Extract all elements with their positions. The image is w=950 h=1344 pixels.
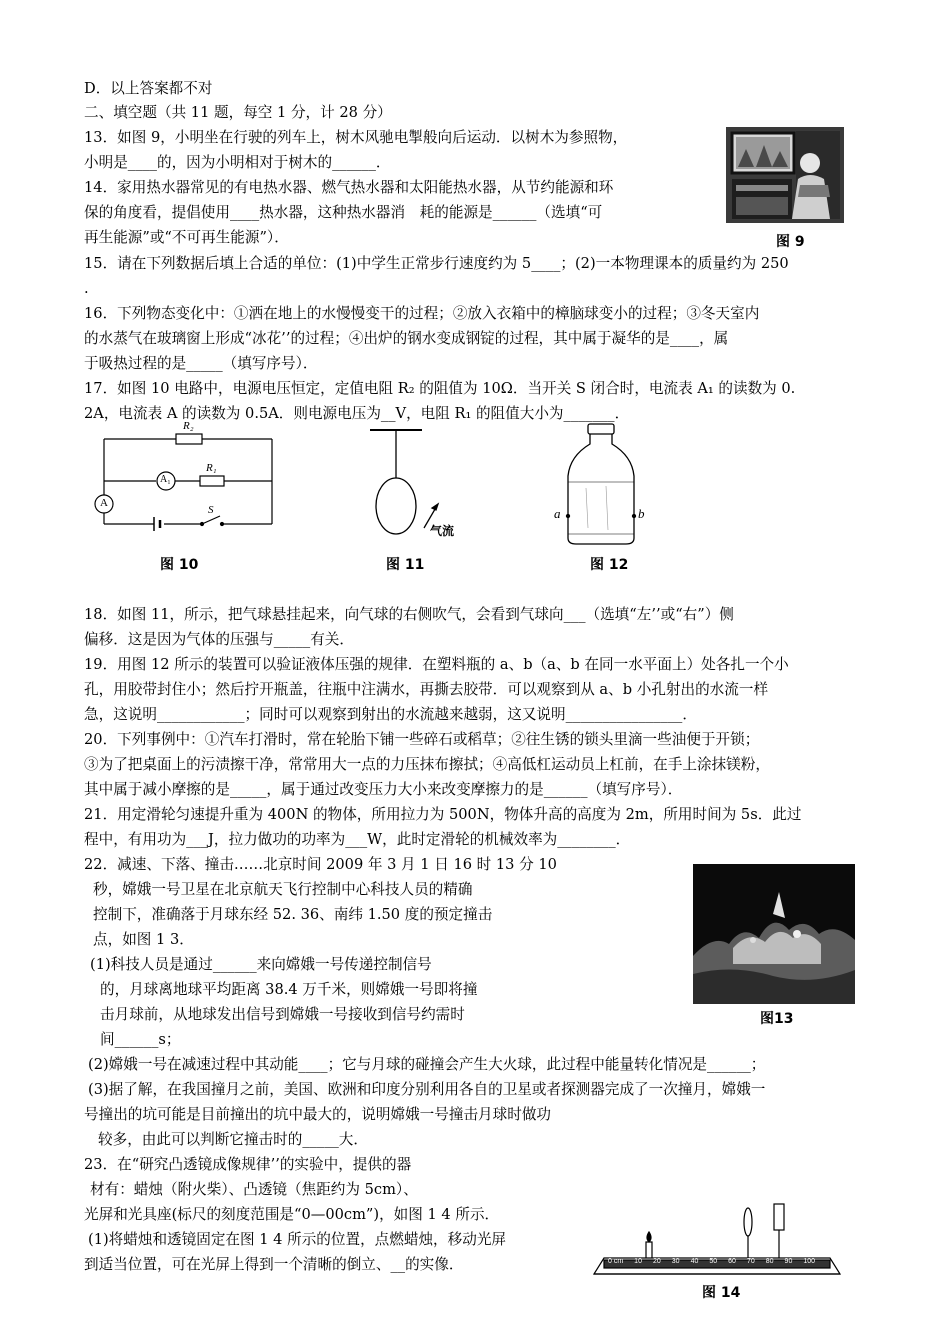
q22-part1-line-1: (1)科技人员是通过______来向嫦娥一号传递控制信号	[90, 956, 432, 973]
q22-part1-line-3: 击月球前，从地球发出信号到嫦娥一号接收到信号约需时	[100, 1006, 465, 1023]
figure-10-caption: 图 10	[160, 557, 199, 573]
tick-40: 40	[690, 1258, 699, 1265]
q15-line-1: 15．请在下列数据后填上合适的单位：(1)中学生正常步行速度约为 5____；(2)一本物理课本的质量约为 250	[84, 255, 789, 272]
ammeter-a-icon: A	[100, 497, 108, 509]
q13-line-1: 13．如图 9，小明坐在行驶的列车上，树木风驰电掣般向后运动．以树木为参照物，	[84, 129, 628, 146]
label-hole-b: b	[638, 506, 645, 521]
figure-9-caption: 图 9	[776, 234, 805, 250]
q22-line-3: 控制下，准确落于月球东经 52. 36、南纬 1.50 度的预定撞击	[93, 906, 493, 923]
tick-10: 10	[634, 1258, 642, 1265]
figure-11-balloon	[364, 424, 474, 544]
q19-line-1: 19．用图 12 所示的装置可以验证液体压强的规律．在塑料瓶的 a、b（a、b 在同一水平面上）处各扎一个小	[84, 656, 789, 673]
figure-12-bottle	[546, 422, 656, 548]
q23-part1-line-2: 到适当位置，可在光屏上得到一个清晰的倒立、__的实像．	[84, 1256, 464, 1273]
figure-10-circuit	[92, 420, 282, 534]
q22-part1-line-4: 间______s；	[100, 1031, 181, 1048]
q17-line-1: 17．如图 10 电路中，电源电压恒定，定值电阻 R₂ 的阻值为 10Ω．当开关 S 闭合时，电流表 A₁ 的读数为 0.	[84, 380, 796, 397]
tick-80: 80	[765, 1258, 774, 1265]
label-r1: R₁	[206, 462, 217, 474]
q14-line-1: 14．家用热水器常见的有电热水器、燃气热水器和太阳能热水器，从节约能源和环	[84, 179, 614, 196]
q23-line-3: 光屏和光具座(标尺的刻度范围是“0—00cm”)，如图 1 4 所示．	[84, 1206, 500, 1223]
q21-line-1: 21．用定滑轮匀速提升重为 400N 的物体，所用拉力为 500N，物体升高的高度为 2m，所用时间为 5s．此过	[84, 806, 802, 823]
q22-line-4: 点，如图 1 3．	[93, 931, 194, 948]
tick-20: 20	[652, 1258, 661, 1265]
q17-line-2: 2A，电流表 A 的读数为 0.5A．则电源电压为__V，电阻 R₁ 的阻值大小为_______．	[84, 405, 630, 422]
figure-14-caption: 图 14	[702, 1285, 741, 1301]
q22-part3-line-1: (3)据了解，在我国撞月之前，美国、欧洲和印度分别利用各自的卫星或者探测器完成了一次撞月，嫦娥一	[88, 1081, 766, 1098]
option-d: D．以上答案都不对	[84, 80, 213, 97]
q22-part2: (2)嫦娥一号在减速过程中其动能____；它与月球的碰撞会产生大火球，此过程中能量转化情况是______；	[88, 1056, 766, 1073]
q18-line-1: 18．如图 11，所示，把气球悬挂起来，向气球的右侧吹气，会看到气球向___（选填“左’’或“右”）侧	[84, 606, 734, 623]
q16-line-2: 的水蒸气在玻璃窗上形成“冰花’’的过程；④出炉的钢水变成钢锭的过程，其中属于凝华的是____，属	[84, 330, 729, 347]
tick-60: 60	[728, 1258, 736, 1265]
tick-50: 50	[709, 1258, 718, 1265]
ammeter-a1-icon: A₁	[160, 474, 171, 485]
q22-line-1: 22．减速、下落、撞击……北京时间 2009 年 3 月 1 日 16 时 13 分 10	[84, 856, 557, 873]
figure-11-caption: 图 11	[386, 557, 425, 573]
q23-line-2: 材有：蜡烛（附火柴）、凸透镜（焦距约为 5cm）、	[90, 1181, 418, 1198]
label-switch-s: S	[208, 504, 214, 516]
q23-line-1: 23．在“研究凸透镜成像规律’’的实验中，提供的器	[84, 1156, 412, 1173]
q20-line-2: ③为了把桌面上的污渍擦干净，常常用大一点的力压抹布擦拭；④高低杠运动员上杠前，在手上涂抹镁粉，	[84, 756, 770, 773]
tick-70: 70	[746, 1258, 755, 1265]
q13-line-2: 小明是____的，因为小明相对于树木的______．	[84, 154, 391, 171]
q22-part3-line-2: 号撞出的坑可能是目前撞出的坑中最大的，说明嫦娥一号撞击月球时做功	[84, 1106, 552, 1123]
figure-13-image	[693, 864, 855, 1004]
bench-scale	[608, 1258, 815, 1265]
tick-100: 100	[803, 1258, 816, 1265]
q22-part3-line-3: 较多，由此可以判断它撞击时的_____大．	[98, 1131, 368, 1148]
q20-line-3: 其中属于减小摩擦的是_____，属于通过改变压力大小来改变摩擦力的是______（填写序号）．	[84, 781, 683, 798]
figure-12-caption: 图 12	[590, 557, 629, 573]
q16-line-1: 16．下列物态变化中：①洒在地上的水慢慢变干的过程；②放入衣箱中的樟脑球变小的过程；③冬天室内	[84, 305, 760, 322]
q18-line-2: 偏移．这是因为气体的压强与_____有关．	[84, 631, 354, 648]
tick-0: 0 cm	[608, 1258, 624, 1265]
q19-line-2: 孔，用胶带封住小；然后拧开瓶盖，往瓶中注满水，再撕去胶带．可以观察到从 a、b 小孔射出的水流一样	[84, 681, 769, 698]
label-hole-a: a	[554, 506, 561, 521]
figure-13-caption: 图13	[760, 1011, 794, 1027]
q20-line-1: 20．下列事例中：①汽车打滑时，常在轮胎下铺一些碎石或稻草；②往生锈的锁头里滴一些油便于开锁；	[84, 731, 760, 748]
label-r2: R₂	[183, 420, 194, 432]
section-heading: 二、填空题（共 11 题，每空 1 分，计 28 分）	[84, 104, 392, 121]
figure-9-image	[726, 127, 844, 223]
q23-part1-line-1: (1)将蜡烛和透镜固定在图 1 4 所示的位置，点燃蜡烛，移动光屏	[88, 1231, 507, 1248]
q21-line-2: 程中，有用功为___J，拉力做功的功率为___W，此时定滑轮的机械效率为________．	[84, 831, 631, 848]
q15-line-2: .	[84, 280, 89, 297]
label-airflow: 气流	[430, 524, 455, 538]
q14-line-2: 保的角度看，提倡使用____热水器，这种热水器消 耗的能源是______（选填“可	[84, 204, 603, 221]
q14-line-3: 再生能源”或“不可再生能源”）．	[84, 229, 289, 246]
tick-90: 90	[784, 1258, 793, 1265]
figure-14-optical-bench	[590, 1194, 844, 1278]
q16-line-3: 于吸热过程的是_____（填写序号）．	[84, 355, 318, 372]
q19-line-3: 急，这说明____________；同时可以观察到射出的水流越来越弱，这又说明________________．	[84, 706, 697, 723]
q22-part1-line-2: 的，月球离地球平均距离 38.4 万千米，则嫦娥一号即将撞	[100, 981, 478, 998]
q22-line-2: 秒，嫦娥一号卫星在北京航天飞行控制中心科技人员的精确	[93, 881, 473, 898]
tick-30: 30	[671, 1258, 680, 1265]
